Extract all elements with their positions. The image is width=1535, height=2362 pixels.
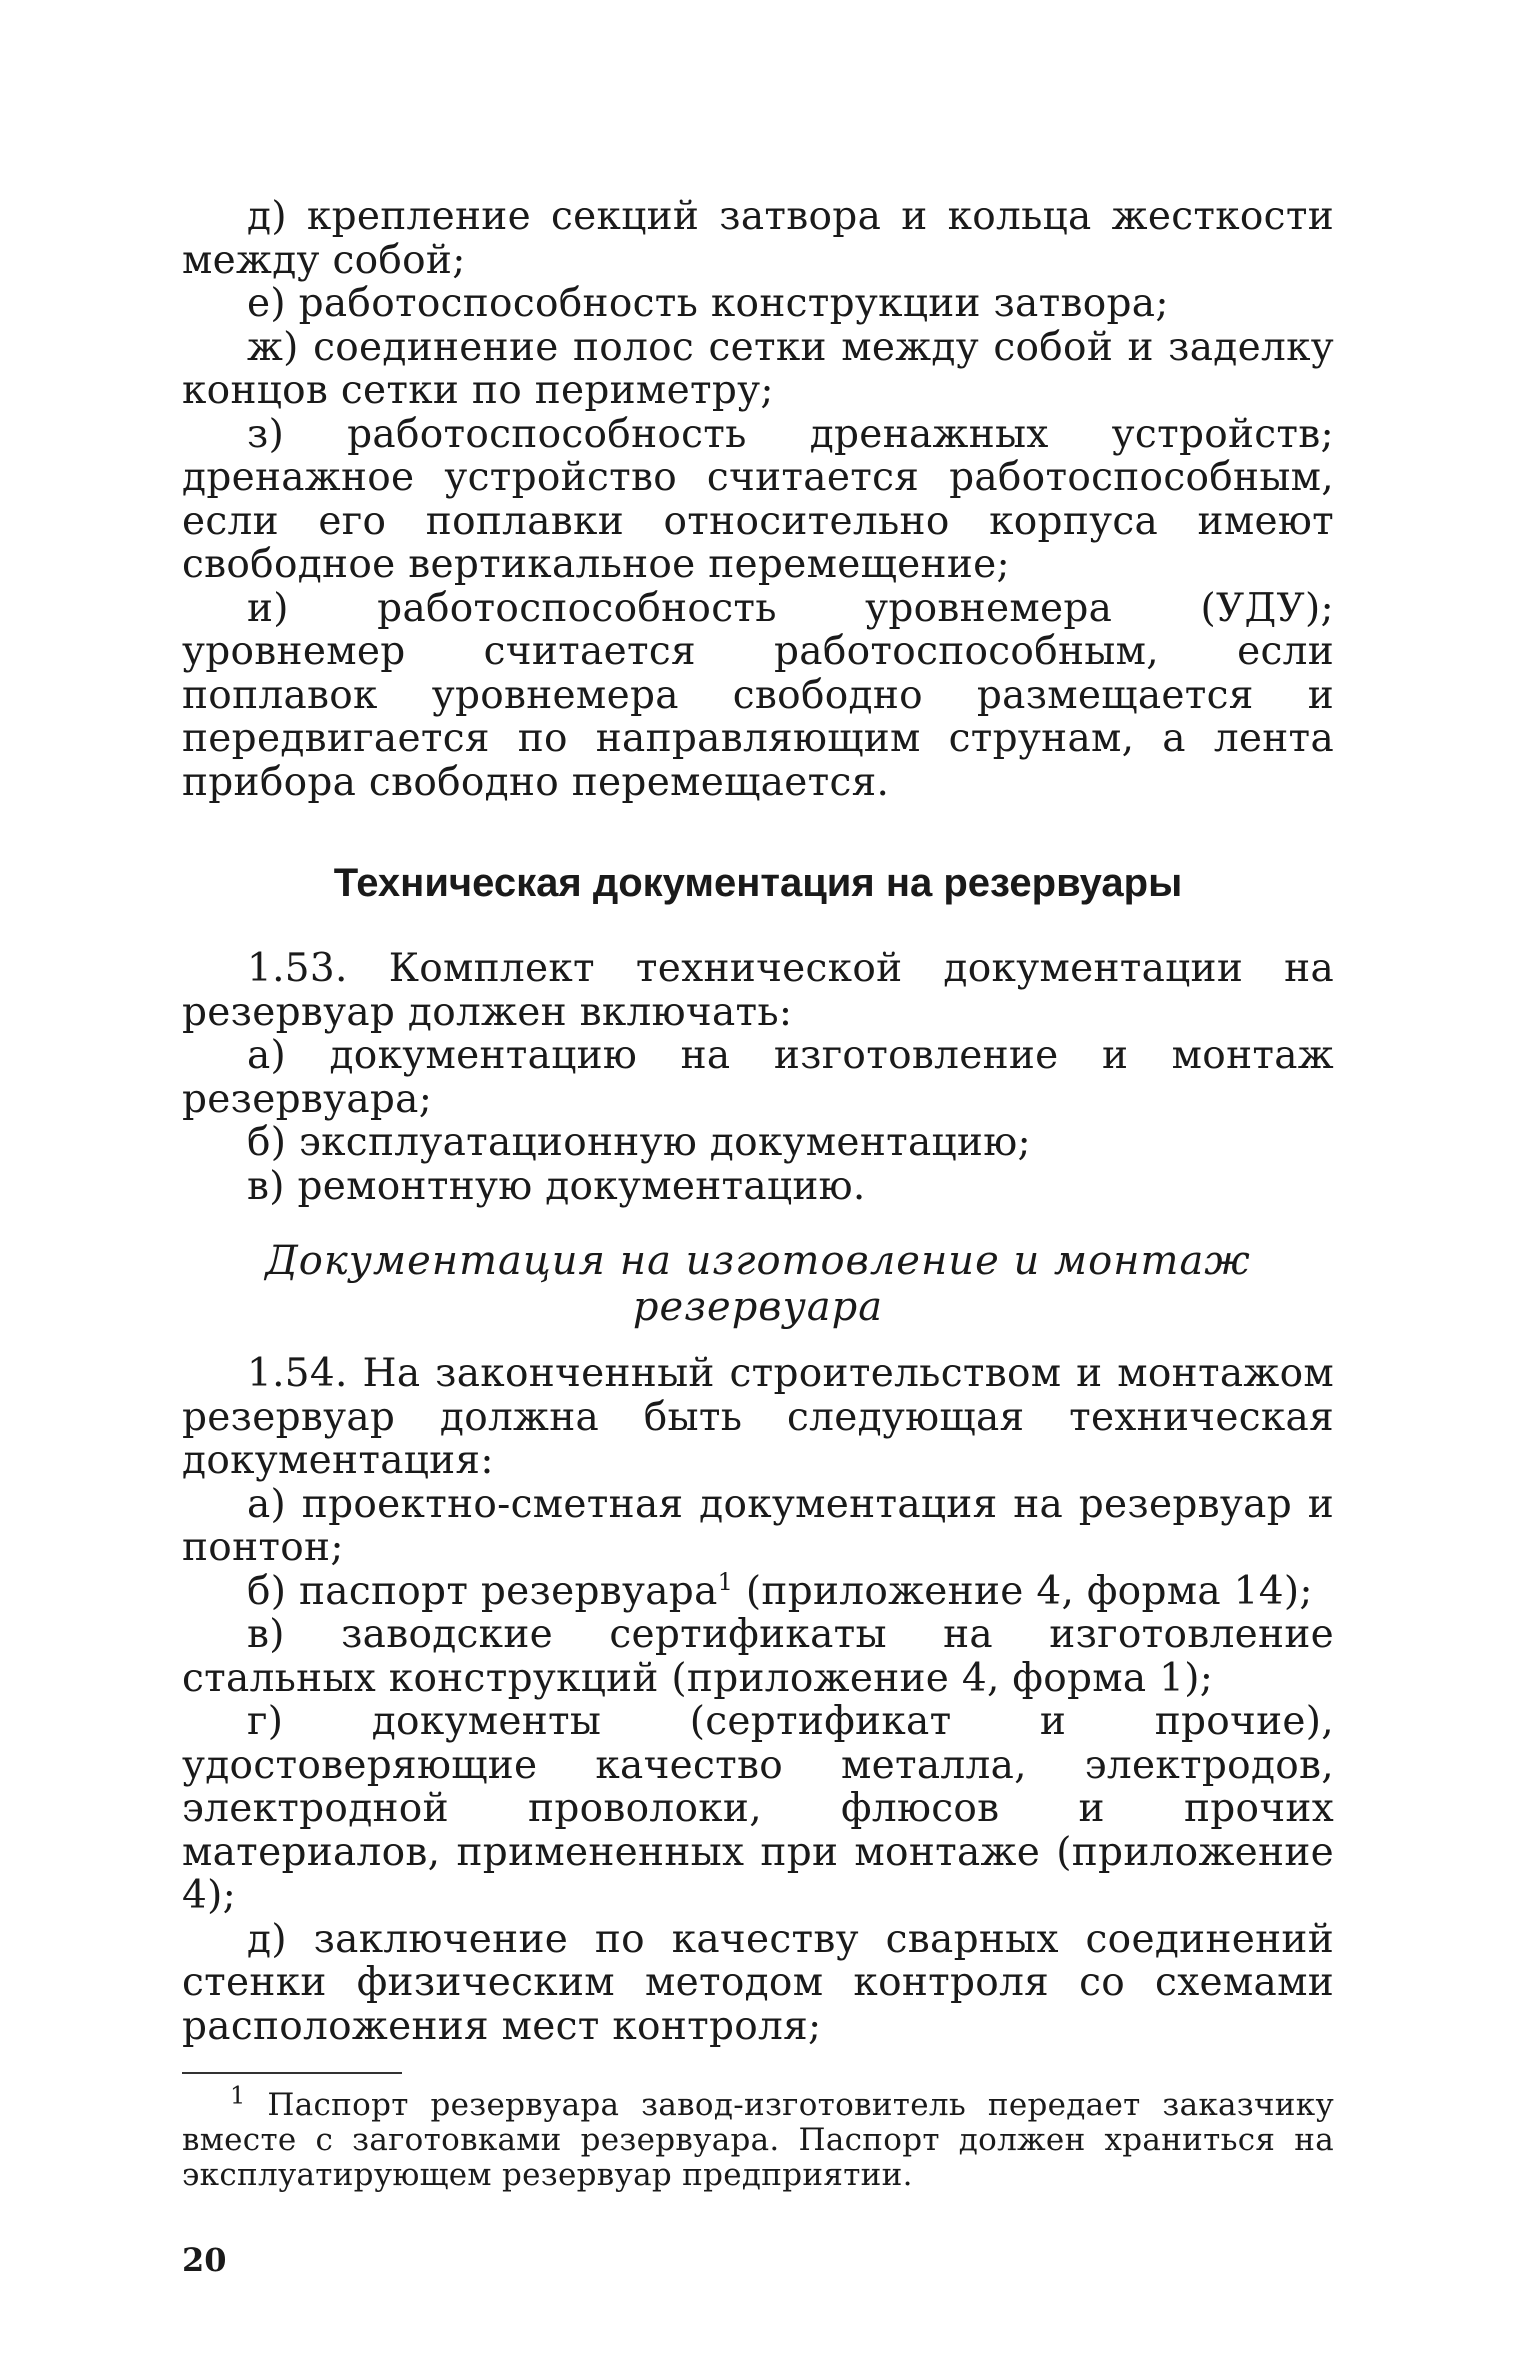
- paragraph-1-54-d: д) заключение по качеству сварных соединений стенки физическим методом контроля со схемами расположения мест контроля;: [182, 1916, 1334, 2049]
- paragraph-1-54: 1.54. На законченный строительством и монтажом резервуар должна быть следующая техническая документация:: [182, 1351, 1334, 1483]
- footnote-divider: [182, 2072, 402, 2074]
- paragraph-z: з) работоспособность дренажных устройств; дренажное устройство считается работоспособным, если его поплавки относительно корпуса имеют свободное вертикальное перемещение;: [182, 411, 1334, 587]
- paragraph-1-53-b: б) эксплуатационную документацию;: [247, 1120, 1031, 1165]
- footnote: [182, 2081, 1334, 2193]
- paragraph-d: д) крепление секций затвора и кольца жесткости между собой;: [182, 194, 1334, 283]
- paragraph-1-54-g: г) документы (сертификат и прочие), удостоверяющие качество металла, электродов, электродной проволоки, флюсов и прочих материалов, примененных при монтаже (приложение 4);: [182, 1699, 1334, 1918]
- paragraph-1-53-v: в) ремонтную документацию.: [247, 1163, 866, 1209]
- paragraph-i: и) работоспособность уровнемера (УДУ); уровнемер считается работоспособным, если поплавок уровнемера свободно размещается и передвигается по направляющим струнам, а лента прибора свободно перемещается.: [182, 585, 1334, 805]
- footnote-marker: 1: [230, 2081, 246, 2110]
- paragraph-1-54-b-text: б) паспорт резервуара: [247, 1568, 718, 1614]
- paragraph-1-54-b: [182, 1567, 1334, 1614]
- subsection-title: Документация на изготовление и монтаж резервуара: [265, 1238, 1251, 1330]
- document-page: [182, 195, 1334, 2279]
- paragraph-1-54-b-tail: (приложение 4, форма 14);: [733, 1568, 1313, 1614]
- section-title: Техническая документация на резервуары: [333, 861, 1183, 905]
- footnote-text: Паспорт резервуара завод-изготовитель передает заказчику вместе с заготовками резервуара. Паспорт должен храниться на эксплуатирующем резервуар предприятии.: [182, 2087, 1334, 2193]
- page-number: 20: [182, 2241, 227, 2279]
- paragraph-1-53: 1.53. Комплект технической документации на резервуар должен включать:: [182, 946, 1334, 1035]
- paragraph-zh: ж) соединение полос сетки между собой и заделку концов сетки по периметру;: [182, 324, 1334, 413]
- paragraph-1-54-v: в) заводские сертификаты на изготовление стальных конструкций (приложение 4, форма 1);: [182, 1612, 1334, 1701]
- paragraph-1-54-a: а) проектно-сметная документация на резервуар и понтон;: [182, 1481, 1334, 1570]
- paragraph-e: е) работоспособность конструкции затвора;: [247, 281, 1169, 326]
- footnote-reference: 1: [717, 1567, 734, 1596]
- paragraph-1-53-a: а) документацию на изготовление и монтаж резервуара;: [182, 1033, 1334, 1122]
